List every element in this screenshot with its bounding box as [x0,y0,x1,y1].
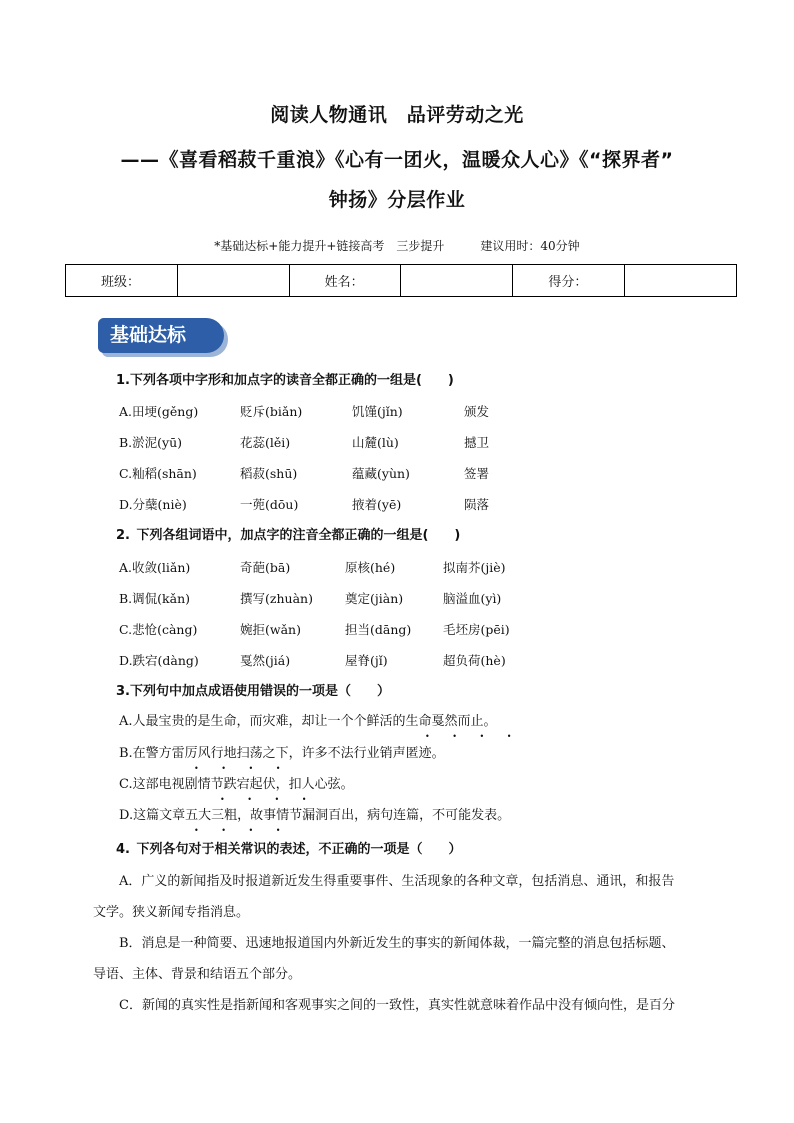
q2-option-a-1: A.收敛(liǎn) [119,560,191,575]
title-line-2: ——《喜看稻菽千重浪》《心有一团火，温暖众人心》《“探界者” [120,149,674,171]
question-2-stem: 2. 下列各组词语中，加点字的注音全都正确的一组是( ) [116,528,461,543]
q4-option-c-line1: C．新闻的真实性是指新闻和客观事实之间的一致性，真实性就意味着作品中没有倾向性，是百分 [119,998,675,1013]
q4-option-b-line2: 导语、主体、背景和结语五个部分。 [93,967,302,982]
q1-option-c-2: 稻菽(shū) [240,466,298,481]
q1-option-b-1: B.淤泥(yū) [119,435,183,450]
instructions-note: *基础达标+能力提升+链接高考 三步提升 建议用时：40分钟 [214,239,580,253]
q1-option-b-4: 撼卫 [464,435,490,450]
score-field[interactable] [625,265,737,297]
q2-option-b-4: 脑溢血(yì) [443,591,502,606]
q4-option-a-line1: A．广义的新闻指及时报道新近发生得重要事件、生活现象的各种文章，包括消息、通讯，和报告 [119,874,675,889]
q1-option-b-3: 山麓(lù) [352,435,399,450]
student-info-table [65,264,737,297]
question-4-stem: 4. 下列各句对于相关常识的表述，不正确的一项是（ ） [116,842,462,857]
q1-option-c-3: 蕴藏(yùn) [352,466,410,481]
score-label: 得分： [513,265,625,297]
q1-option-c-1: C.籼稻(shān) [119,466,197,481]
q1-option-d-1: D.分蘖(niè) [119,497,187,512]
q2-option-a-3: 原核(hé) [345,560,396,575]
q1-option-b-2: 花蕊(lěi) [240,435,291,450]
q2-option-c-3: 担当(dāng) [345,622,412,637]
q2-option-c-2: 婉拒(wǎn) [240,622,301,637]
q2-option-d-4: 超负荷(hè) [443,653,506,668]
class-field[interactable] [177,265,289,297]
q2-option-d-1: D.跌宕(dàng) [119,653,199,668]
q1-option-a-2: 贬斥(biǎn) [240,404,303,419]
name-label: 姓名： [289,265,401,297]
q3-a-emphasis-dots: • • • • [425,732,522,741]
section-banner: 基础达标 [98,318,224,353]
q1-option-a-1: A.田埂(gěng) [119,404,199,419]
q4-option-b-line1: B．消息是一种简要、迅速地报道国内外新近发生的事实的新闻体裁，一篇完整的消息包括标题、 [119,936,675,951]
q2-option-b-2: 撰写(zhuàn) [240,591,313,606]
question-3-stem: 3.下列句中加点成语使用错误的一项是（ ） [116,684,390,699]
q2-option-d-3: 屋脊(jǐ) [345,653,388,668]
q4-option-a-line2: 文学。狭义新闻专指消息。 [93,905,250,920]
class-label: 班级： [66,265,178,297]
question-1-stem: 1.下列各项中字形和加点字的读音全都正确的一组是( ) [116,373,454,388]
q1-option-d-3: 掖着(yē) [352,497,402,512]
q1-option-c-4: 签署 [464,466,490,481]
q2-option-a-2: 奇葩(bā) [240,560,291,575]
q3-c-emphasis-dots: • • • • [220,795,317,804]
q3-option-a: A.人最宝贵的是生命，而灾难，却让一个个鲜活的生命戛然而止。 [119,714,497,729]
q3-option-d: D.这篇文章五大三粗，故事情节漏洞百出，病句连篇，不可能发表。 [119,808,511,823]
q2-option-d-2: 戛然(jiá) [240,653,291,668]
name-field[interactable] [401,265,513,297]
q2-option-a-4: 拟南芥(jiè) [443,560,506,575]
q2-option-b-3: 奠定(jiàn) [345,591,404,606]
q3-b-emphasis-dots: • • • • [194,764,291,773]
q1-option-a-4: 颁发 [464,404,490,419]
q2-option-c-4: 毛坯房(pēi) [443,622,510,637]
q1-option-d-2: 一蔸(dōu) [240,497,299,512]
title-line-1: 阅读人物通讯 品评劳动之光 [270,104,524,126]
q2-option-c-1: C.悲怆(càng) [119,622,198,637]
q3-d-emphasis-dots: • • • • [194,826,291,835]
q2-option-b-1: B.调侃(kǎn) [119,591,190,606]
q1-option-a-3: 饥馑(jǐn) [352,404,403,419]
q1-option-d-4: 陨落 [464,497,490,512]
title-line-3: 钟扬》分层作业 [328,189,466,211]
q3-option-b: B.在警方雷厉风行地扫荡之下，许多不法行业销声匿迹。 [119,746,445,761]
q3-option-c: C.这部电视剧情节跌宕起伏，扣人心弦。 [119,777,354,792]
